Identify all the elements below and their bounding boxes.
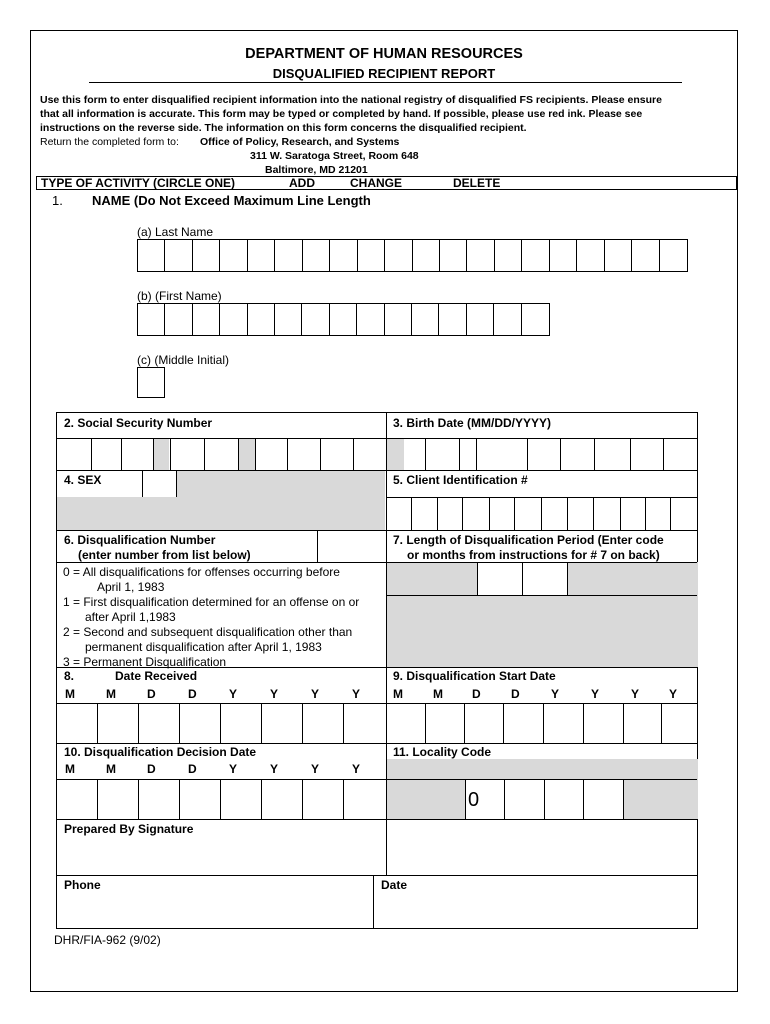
date-received-y4: Y	[352, 687, 361, 701]
char-box[interactable]	[275, 240, 302, 271]
char-box[interactable]	[550, 240, 577, 271]
activity-add-option[interactable]: ADD	[289, 176, 315, 190]
start-date-m2: M	[433, 687, 443, 701]
last-name-label: (a) Last Name	[137, 225, 214, 239]
return-label: Return the completed form to:	[40, 136, 179, 148]
instructions-line-3: instructions on the reverse side. The information on this form concerns the disqualified recipient.	[40, 122, 527, 134]
char-box[interactable]	[467, 304, 494, 335]
decision-date-m2: M	[106, 762, 116, 776]
return-city: Baltimore, MD 21201	[265, 164, 368, 176]
middle-initial-box[interactable]	[137, 367, 165, 398]
char-box[interactable]	[358, 240, 385, 271]
decision-date-y3: Y	[311, 762, 320, 776]
char-box[interactable]	[248, 304, 275, 335]
details-table	[56, 412, 698, 929]
char-box[interactable]	[330, 304, 357, 335]
decision-date-y2: Y	[270, 762, 279, 776]
sex-label: 4. SEX	[64, 473, 102, 487]
start-date-d2: D	[511, 687, 520, 701]
disq-number-sublabel: (enter number from list below)	[78, 548, 251, 562]
start-date-d1: D	[472, 687, 481, 701]
disq-option-1: 1 = First disqualification determined for an offense on or	[63, 595, 360, 609]
disq-option-2-cont: permanent disqualification after April 1, 1983	[85, 640, 322, 654]
first-name-boxes[interactable]	[137, 303, 550, 336]
activity-label: TYPE OF ACTIVITY (CIRCLE ONE)	[41, 176, 236, 190]
date-received-m1: M	[65, 687, 75, 701]
date-received-number: 8.	[64, 669, 75, 683]
return-street: 311 W. Saratoga Street, Room 648	[250, 150, 419, 162]
date-received-m2: M	[106, 687, 116, 701]
char-box[interactable]	[165, 240, 192, 271]
char-box[interactable]	[165, 304, 192, 335]
char-box[interactable]	[467, 240, 494, 271]
length-period-label: 7. Length of Disqualification Period (Enter code	[393, 533, 664, 547]
date-received-y1: Y	[229, 687, 238, 701]
decision-date-m1: M	[65, 762, 75, 776]
decision-date-d2: D	[188, 762, 197, 776]
length-period-sublabel: or months from instructions for # 7 on back)	[407, 548, 660, 562]
locality-code-label: 11. Locality Code	[393, 745, 492, 759]
disq-option-0-cont: April 1, 1983	[97, 580, 165, 594]
start-date-m1: M	[393, 687, 403, 701]
char-box[interactable]	[632, 240, 659, 271]
instructions-line-1: Use this form to enter disqualified recipient information into the national registry of disqualified FS recipients. Please ensure	[40, 94, 662, 106]
char-box[interactable]	[385, 304, 412, 335]
name-section-title: NAME (Do Not Exceed Maximum Line Length	[92, 193, 371, 208]
char-box[interactable]	[660, 240, 687, 271]
last-name-boxes[interactable]	[137, 239, 688, 272]
char-box[interactable]	[440, 240, 467, 271]
char-box[interactable]	[357, 304, 384, 335]
char-box[interactable]	[330, 240, 357, 271]
char-box[interactable]	[413, 240, 440, 271]
char-box[interactable]	[248, 240, 275, 271]
date-label: Date	[381, 878, 408, 892]
activity-change-option[interactable]: CHANGE	[350, 176, 403, 190]
char-box[interactable]	[138, 240, 165, 271]
decision-date-y4: Y	[352, 762, 361, 776]
char-box[interactable]	[220, 304, 247, 335]
char-box[interactable]	[495, 240, 522, 271]
start-date-y2: Y	[591, 687, 600, 701]
date-received-y3: Y	[311, 687, 320, 701]
phone-label: Phone	[64, 878, 101, 892]
char-box[interactable]	[302, 304, 329, 335]
form-page	[30, 30, 738, 992]
char-box[interactable]	[220, 240, 247, 271]
char-box[interactable]	[275, 304, 302, 335]
char-box[interactable]	[138, 304, 165, 335]
date-received-d2: D	[188, 687, 197, 701]
decision-date-label: 10. Disqualification Decision Date	[64, 745, 257, 759]
char-box[interactable]	[303, 240, 330, 271]
name-section-number: 1.	[52, 193, 63, 208]
locality-code-value[interactable]: 0	[468, 789, 480, 811]
char-box[interactable]	[577, 240, 604, 271]
prepared-by-label: Prepared By Signature	[64, 822, 194, 836]
return-office: Office of Policy, Research, and Systems	[200, 136, 400, 148]
char-box[interactable]	[439, 304, 466, 335]
start-date-y4: Y	[669, 687, 678, 701]
char-box[interactable]	[193, 240, 220, 271]
birth-date-label: 3. Birth Date (MM/DD/YYYY)	[393, 416, 552, 430]
form-id: DHR/FIA-962 (9/02)	[54, 933, 161, 947]
form-title: DEPARTMENT OF HUMAN RESOURCES	[245, 46, 523, 62]
disq-option-2: 2 = Second and subsequent disqualification other than	[63, 625, 353, 639]
date-received-d1: D	[147, 687, 156, 701]
disq-option-0: 0 = All disqualifications for offenses occurring before	[63, 565, 340, 579]
char-box[interactable]	[494, 304, 521, 335]
client-id-label: 5. Client Identification #	[393, 473, 528, 487]
start-date-y1: Y	[551, 687, 560, 701]
date-received-y2: Y	[270, 687, 279, 701]
decision-date-d1: D	[147, 762, 156, 776]
disq-option-3: 3 = Permanent Disqualification	[63, 655, 227, 669]
date-received-label: Date Received	[115, 669, 198, 683]
activity-delete-option[interactable]: DELETE	[453, 176, 501, 190]
char-box[interactable]	[412, 304, 439, 335]
char-box[interactable]	[522, 240, 549, 271]
disq-option-1-cont: after April 1,1983	[85, 610, 176, 624]
title-underline	[89, 82, 682, 83]
middle-initial-label: (c) (Middle Initial)	[137, 353, 230, 367]
char-box[interactable]	[385, 240, 412, 271]
form-subtitle: DISQUALIFIED RECIPIENT REPORT	[272, 66, 496, 81]
first-name-label: (b) (First Name)	[137, 289, 222, 303]
char-box[interactable]	[605, 240, 632, 271]
char-box[interactable]	[193, 304, 220, 335]
char-box[interactable]	[522, 304, 549, 335]
disq-number-label: 6. Disqualification Number	[64, 533, 216, 547]
decision-date-y1: Y	[229, 762, 238, 776]
ssn-label: 2. Social Security Number	[64, 416, 213, 430]
start-date-y3: Y	[631, 687, 640, 701]
instructions-line-2: that all information is accurate. This form may be typed or completed by hand. If possible, please use red ink. Please see	[40, 108, 643, 120]
start-date-label: 9. Disqualification Start Date	[393, 669, 556, 683]
